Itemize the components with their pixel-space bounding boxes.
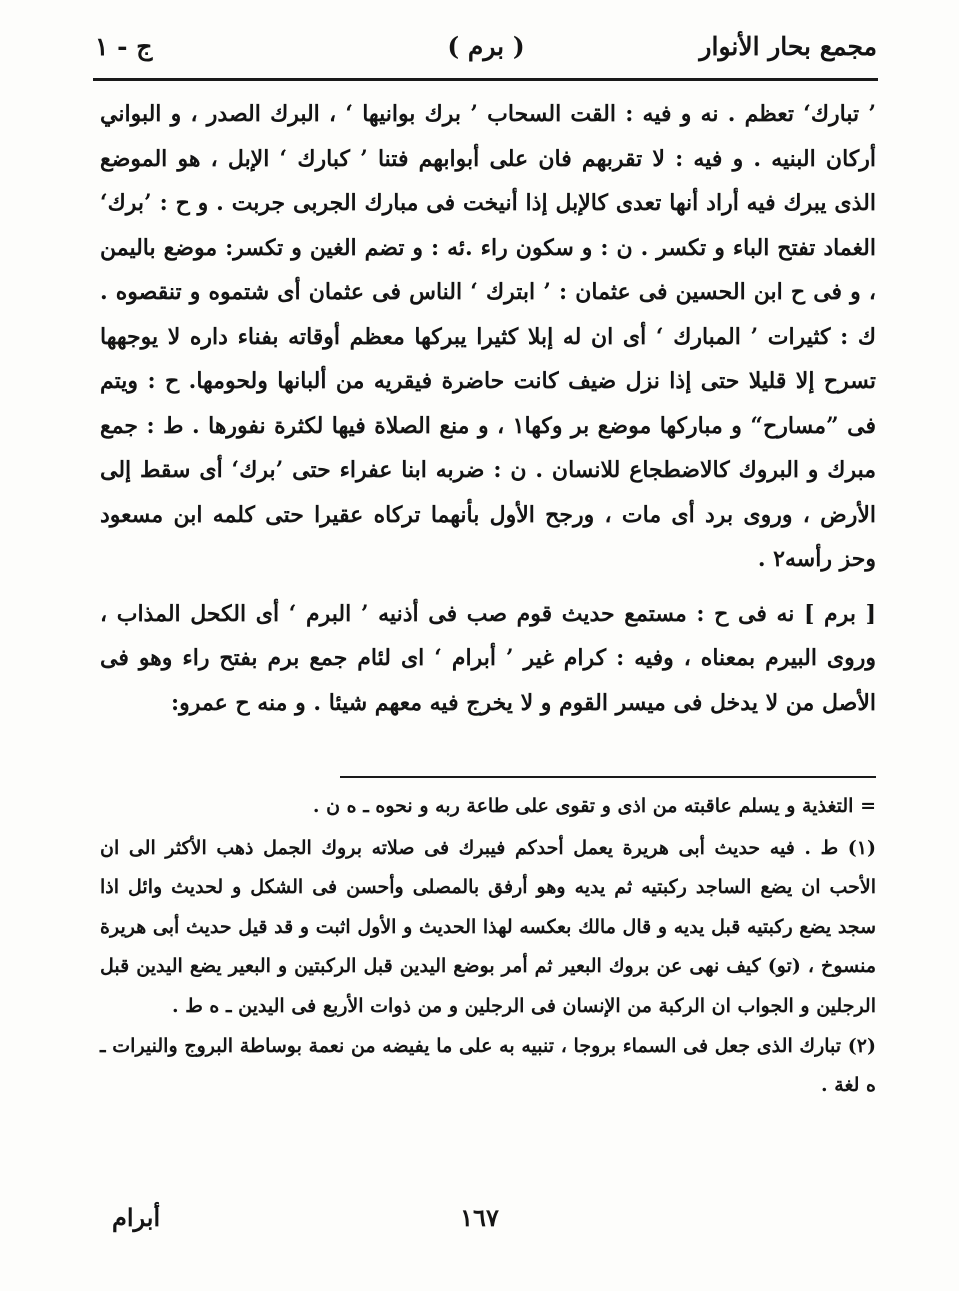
footnote-2: (٢) تبارك الذى جعل فى السماء بروجا ، تنبيه به على ما يفيضه من نعمة بوساطة البروج والنيرات ـ ه لغة . <box>100 1034 876 1097</box>
entry-word-heading: ( برم ) <box>447 32 525 61</box>
book-title: مجمع بحار الأنوار <box>699 32 877 61</box>
footnote-continuation: = التغذية و يسلم عاقبته من اذى و تقوى على طاعة ربه و نحوه ـ ه ن . <box>312 795 876 817</box>
main-text <box>100 92 876 725</box>
footnote-1: (١) ط . فيه حديث أبى هريرة يعمل أحدكم فيبرك فى صلاته بروك الجمل ذهب الأكثر الى ان الأحب ان يضع الساجد ركبتيه ثم يديه وهو أرفق بالمصلى وأحسن فى الشكل و لحديث وائل اذا سجد يضع ركبتيه قبل يديه و قال مالك بعكسه لهذا الحديث و الأول اثبت و قد قيل حديث أبى هريرة منسوخ ، (تو) كيف نهى عن بروك البعير ثم أمر بوضع اليدين قبل الركبتين و البعير يضع اليدين قبل الرجلين و الجواب ان الركبة من الإنسان فى الرجلين و من ذوات الأربع فى اليدين ـ ه ط . <box>100 836 876 1017</box>
volume-number: ج - ١ <box>95 32 153 61</box>
footnotes <box>100 787 876 1106</box>
entry-paragraph-baram: [ برم ] نه فى ح : مستمع حديث قوم صب فى أذنيه ’ البرم ‘ أى الكحل المذاب ، وروى البيرم بمعناه ، وفيه : كرام غير ’ أبرام ‘ اى لئام جمع برم بفتح راء وهو فى الأصل من لا يدخل فى ميسر القوم و لا يخرج فيه معهم شيئا . و منه ح عمرو: <box>100 600 876 716</box>
catchword: أبرام <box>112 1203 161 1232</box>
header-rule <box>93 78 878 81</box>
entry-paragraph-baraka: ’ تبارك‘ تعظم . نه و فيه : القت السحاب ’ برك بوانيها ‘ ، البرك الصدر ، و البواني أركان البنيه . و فيه : لا تقربهم فان على أبوابهم فتنا ’ كبارك ‘ الإبل ، هو الموضع الذى يبرك فيه أراد أنها تعدى كالإبل إذا أنيخت فى مبارك الجربى جربت . و ح : ’برك‘ الغماد تفتح الباء و تكسر . ن : و سكون راء .ئه : و تضم الغين و تكسر: موضع باليمن ، و فى ح ابن الحسين فى عثمان : ’ ابترك ‘ الناس فى عثمان أى شتموه و تنقصوه . ك : كثيرات ’ المبارك ‘ أى ان له إبلا كثيرا يبركها معظم أوقاته بفناء داره لا يوجهها تسرح إلا قليلا حتى إذا نزل ضيف كانت حاضرة فيقريه من ألبانها ولحومها. ح : ويتم فى ”مسارح“ و مباركها موضع بر وكها١ ، و منع الصلاة فيها لكثرة نفورها . ط : جمع مبرك و البروك كالاضطجاع للانسان . ن : ضربه ابنا عفراء حتى ’برك‘ أى سقط إلى الأرض ، وروى برد أى مات ، ورجح الأول بأنهما تركاه عقيرا حتى كلمه ابن مسعود وحز رأسه٢ . <box>100 101 876 572</box>
running-header <box>95 28 877 68</box>
footnote-rule <box>340 776 876 778</box>
page-number: ١٦٧ <box>460 1203 499 1232</box>
